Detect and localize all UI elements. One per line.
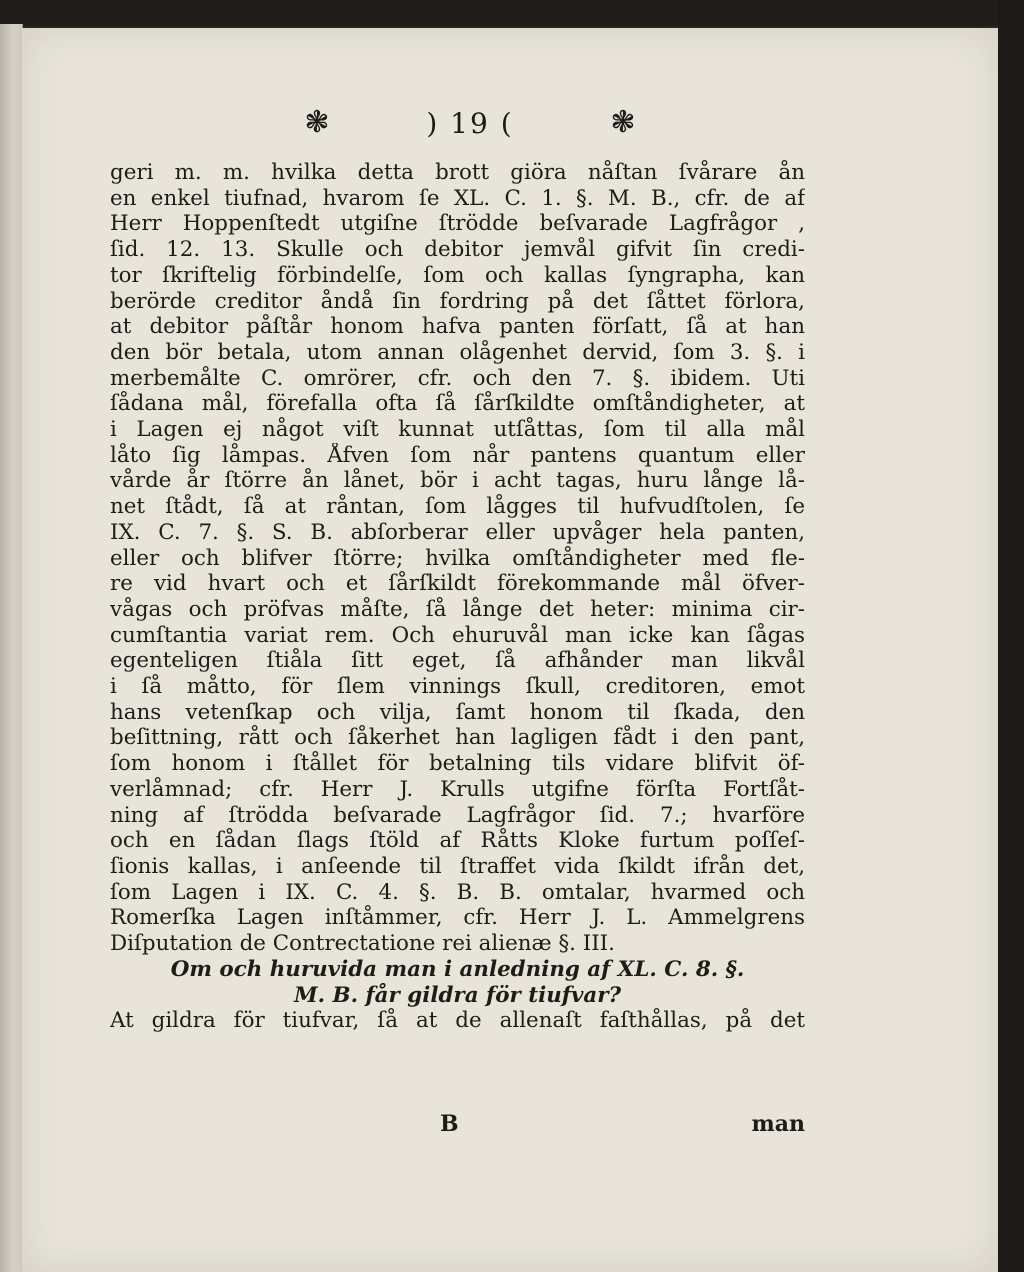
text-line: ſom Lagen i IX. C. 4. §. B. B. omtalar, hvarmed och	[110, 879, 805, 905]
text-line: Romerſka Lagen inſtåmmer, cfr. Herr J. L. Ammelgrens	[110, 905, 805, 931]
text-line: berörde creditor åndå ſin fordring på det ſåttet förlora,	[110, 288, 805, 314]
text-line: ſionis kallas, i anſeende til ſtraffet vida ſkildt ifrån det,	[110, 853, 805, 879]
text-line: net ſtådt, ſå at råntan, ſom lågges til hufvudſtolen, ſe	[110, 494, 805, 520]
text-line: egenteligen ſtiåla ſitt eget, ſå afhånder man likvål	[110, 648, 805, 674]
text-line: At gildra för tiufvar, ſå at de allenaſt faſthållas, på det	[110, 1008, 805, 1034]
text-line: Herr Hoppenſtedt utgiſne ſtrödde beſvarade Lagfrågor ,	[110, 211, 805, 237]
page-footer	[110, 1111, 805, 1141]
text-line: Diſputation de Contrectatione rei alienæ §. III.	[110, 931, 615, 957]
text-line: at debitor påſtår honom hafva panten förſatt, ſå at han	[110, 314, 805, 340]
text-line: i Lagen ej något viſt kunnat utſåttas, ſom til alla mål	[110, 417, 805, 443]
text-line: och en ſådan ſlags ſtöld af Råtts Kloke furtum poſſeſ-	[110, 828, 805, 854]
scan-right-border	[998, 0, 1024, 1272]
text-line: låto ſig låmpas. Åfven ſom når pantens quantum eller	[110, 442, 805, 468]
text-line: re vid hvart och et ſårſkildt förekommande mål öfver-	[110, 571, 805, 597]
text-line: en enkel tiufnad, hvarom ſe XL. C. 1. §. M. B., cfr. de af	[110, 185, 805, 211]
text-line: vågas och pröfvas måſte, ſå långe det heter: minima cir-	[110, 596, 805, 622]
flower-ornament-icon: ❃	[304, 105, 330, 140]
signature-mark: B	[440, 1111, 459, 1137]
page-number: ) 19 (	[426, 106, 514, 140]
body-text	[110, 160, 805, 1034]
scan-top-border	[0, 0, 1024, 26]
text-line: den bör betala, utom annan olågenhet dervid, ſom 3. §. i	[110, 339, 805, 365]
text-line: i ſå måtto, för ſlem vinnings ſkull, creditoren, emot	[110, 674, 805, 700]
text-line: ſid. 12. 13. Skulle och debitor jemvål gifvit ſin credi-	[110, 237, 805, 263]
text-line: geri m. m. hvilka detta brott giöra nåſtan ſvårare ån	[110, 160, 805, 185]
facing-page-edge	[0, 24, 23, 1272]
catchword: man	[751, 1111, 805, 1137]
text-line: ſom honom i ſtållet för betalning tils vidare blifvit öf-	[110, 751, 805, 777]
text-line: hans vetenſkap och vilja, ſamt honom til ſkada, den	[110, 699, 805, 725]
section-heading: Om och huruvida man i anledning af XL. C. 8. §.	[170, 956, 745, 982]
text-line: IX. C. 7. §. S. B. abſorberar eller upvåger hela panten,	[110, 519, 805, 545]
text-line: eller och blifver ſtörre; hvilka omſtåndigheter med fle-	[110, 545, 805, 571]
section-heading: M. B. får gildra för tiufvar?	[293, 982, 622, 1008]
text-line: ning af ſtrödda beſvarade Lagfrågor ſid. 7.; hvarföre	[110, 802, 805, 828]
text-line: merbemålte C. omrörer, cfr. och den 7. §. ibidem. Uti	[110, 365, 805, 391]
page-header	[300, 98, 640, 148]
text-line: verlåmnad; cfr. Herr J. Krulls utgifne förſta Fortſåt-	[110, 776, 805, 802]
text-line: ſådana mål, förefalla ofta ſå ſårſkildte omſtåndigheter, at	[110, 391, 805, 417]
flower-ornament-icon: ❃	[610, 105, 636, 140]
text-line: vårde år ſtörre ån lånet, bör i acht tagas, huru långe lå-	[110, 468, 805, 494]
text-line: cumſtantia variat rem. Och ehuruvål man icke kan ſågas	[110, 622, 805, 648]
text-line: tor ſkriftelig förbindelſe, ſom och kallas ſyngrapha, kan	[110, 262, 805, 288]
text-line: beſittning, rått och ſåkerhet han lagligen fådt i den pant,	[110, 725, 805, 751]
